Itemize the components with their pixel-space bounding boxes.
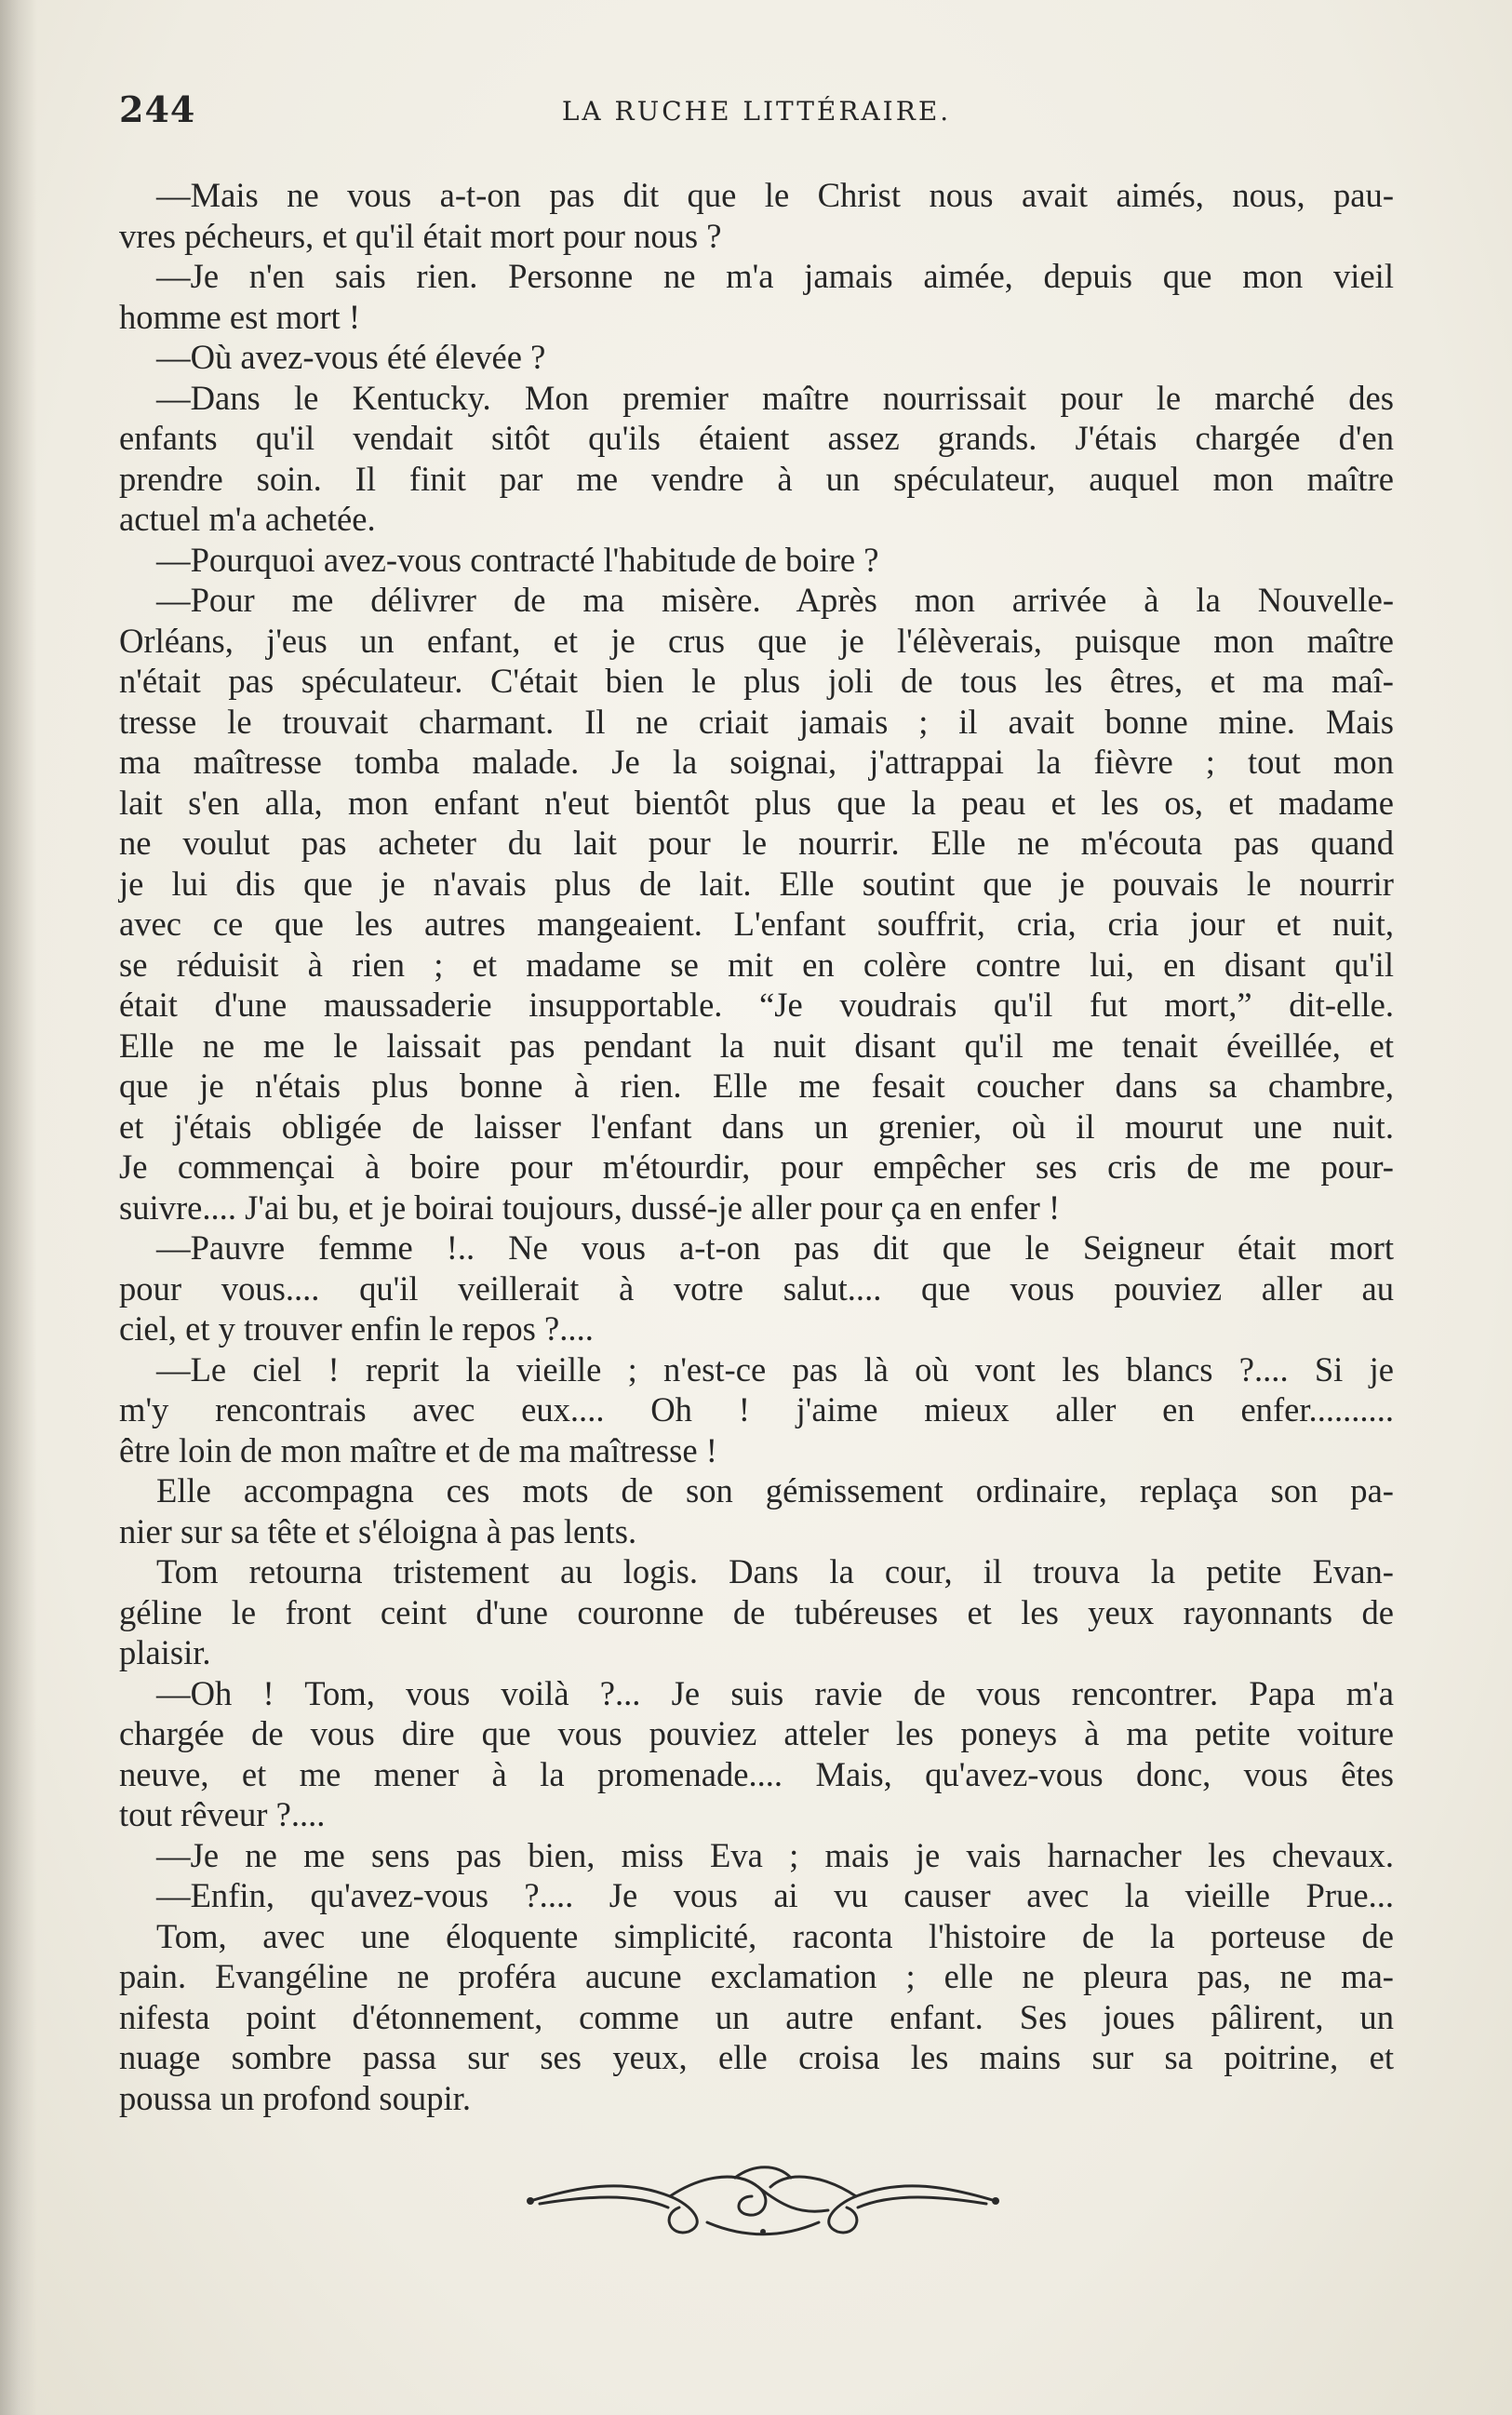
text-line: lait s'en alla, mon enfant n'eut bientôt plus que la peau et les os, et madame bbox=[119, 783, 1394, 822]
text-line: actuel m'a achetée. bbox=[119, 500, 376, 538]
text-line: enfants qu'il vendait sitôt qu'ils étaient assez grands. J'étais chargée d'en bbox=[119, 419, 1394, 457]
text-line: —Pour me délivrer de ma misère. Après mon arrivée à la Nouvelle- bbox=[156, 581, 1394, 619]
text-line: nifesta point d'étonnement, comme un autre enfant. Ses joues pâlirent, un bbox=[119, 1997, 1394, 2036]
text-line: Tom retourna tristement au logis. Dans la cour, il trouva la petite Evan- bbox=[156, 1552, 1394, 1590]
text-line: Orléans, j'eus un enfant, et je crus que je l'élèverais, puisque mon maître bbox=[119, 621, 1394, 660]
text-line: chargée de vous dire que vous pouviez atteler les poneys à ma petite voiture bbox=[119, 1714, 1394, 1752]
text-line: nuage sombre passa sur ses yeux, elle croisa les mains sur sa poitrine, et bbox=[119, 2038, 1394, 2076]
text-line: pour vous.... qu'il veillerait à votre salut.... que vous pouviez aller au bbox=[119, 1268, 1394, 1308]
text-line: plaisir. bbox=[119, 1633, 211, 1671]
text-line: je lui dis que je n'avais plus de lait. Elle soutint que je pouvais le nourrir bbox=[119, 864, 1394, 903]
page-number: 244 bbox=[119, 88, 196, 130]
text-line: tout rêveur ?.... bbox=[119, 1795, 326, 1833]
text-line: se réduisit à rien ; et madame se mit en colère contre lui, en disant qu'il bbox=[119, 945, 1394, 984]
text-line: Je commençai à boire pour m'étourdir, pour empêcher ses cris de me pour- bbox=[119, 1147, 1394, 1186]
running-title: LA RUCHE LITTÉRAIRE. bbox=[561, 96, 952, 127]
text-line: prendre soin. Il finit par me vendre à un spéculateur, auquel mon maître bbox=[119, 459, 1394, 498]
text-line: —Oh ! Tom, vous voilà ?... Je suis ravie de vous rencontrer. Papa m'a bbox=[156, 1673, 1394, 1712]
text-line: tresse le trouvait charmant. Il ne criait jamais ; il avait bonne mine. Mais bbox=[119, 702, 1394, 741]
text-line: pain. Evangéline ne proféra aucune exclamation ; elle ne pleura pas, ne ma- bbox=[119, 1957, 1394, 1995]
text-line: n'était pas spéculateur. C'était bien le plus joli de tous les êtres, et ma maî- bbox=[119, 662, 1394, 700]
text-line: —Le ciel ! reprit la vieille ; n'est-ce pas là où vont les blancs ?.... Si je bbox=[156, 1349, 1394, 1389]
text-line: géline le front ceint d'une couronne de tubéreuses et les yeux rayonnants de bbox=[119, 1592, 1394, 1631]
text-line: m'y rencontrais avec eux.... Oh ! j'aime mieux aller en enfer.......... bbox=[119, 1390, 1394, 1429]
text-line: être loin de mon maître et de ma maîtresse ! bbox=[119, 1430, 717, 1469]
text-line: Elle accompagna ces mots de son gémissement ordinaire, replaça son pa- bbox=[156, 1471, 1394, 1509]
text-line: —Enfin, qu'avez-vous ?.... Je vous ai vu causer avec la vieille Prue... bbox=[156, 1876, 1394, 1914]
page-gutter-shadow bbox=[0, 0, 37, 2415]
text-line: —Pourquoi avez-vous contracté l'habitude de boire ? bbox=[156, 540, 879, 579]
text-line: Tom, avec une éloquente simplicité, raconta l'histoire de la porteuse de bbox=[156, 1916, 1394, 1955]
decorative-flourish-ornament bbox=[521, 2159, 1005, 2243]
text-line: —Dans le Kentucky. Mon premier maître nourrissait pour le marché des bbox=[156, 378, 1394, 417]
text-line: —Où avez-vous été élevée ? bbox=[156, 338, 546, 376]
text-line: et j'étais obligée de laisser l'enfant dans un grenier, où il mourut une nuit. bbox=[119, 1107, 1394, 1146]
text-line: vres pécheurs, et qu'il était mort pour nous ? bbox=[119, 216, 722, 255]
text-line: ciel, et y trouver enfin le repos ?.... bbox=[119, 1309, 594, 1348]
text-line: —Mais ne vous a-t-on pas dit que le Christ nous avait aimés, nous, pau- bbox=[156, 176, 1394, 214]
text-line: neuve, et me mener à la promenade.... Mais, qu'avez-vous donc, vous êtes bbox=[119, 1754, 1394, 1793]
text-line: Elle ne me le laissait pas pendant la nuit disant qu'il me tenait éveillée, et bbox=[119, 1026, 1394, 1065]
text-line: homme est mort ! bbox=[119, 297, 361, 336]
text-line: poussa un profond soupir. bbox=[119, 2078, 471, 2117]
text-line: ne voulut pas acheter du lait pour le nourrir. Elle ne m'écouta pas quand bbox=[119, 824, 1394, 862]
text-line: —Je n'en sais rien. Personne ne m'a jamais aimée, depuis que mon vieil bbox=[156, 257, 1394, 295]
text-line: —Je ne me sens pas bien, miss Eva ; mais je vais harnacher les chevaux. bbox=[156, 1835, 1394, 1874]
body-text bbox=[119, 175, 1394, 2118]
text-line: suivre.... J'ai bu, et je boirai toujours, dussé-je aller pour ça en enfer ! bbox=[119, 1187, 1061, 1227]
page-header bbox=[119, 88, 1394, 144]
text-line: nier sur sa tête et s'éloigna à pas lents. bbox=[119, 1511, 637, 1550]
text-line: —Pauvre femme !.. Ne vous a-t-on pas dit que le Seigneur était mort bbox=[156, 1228, 1394, 1267]
text-line: avec ce que les autres mangeaient. L'enfant souffrit, cria, cria jour et nuit, bbox=[119, 905, 1394, 943]
text-line: ma maîtresse tomba malade. Je la soignai, j'attrappai la fièvre ; tout mon bbox=[119, 743, 1394, 781]
text-line: était d'une maussaderie insupportable. “Je voudrais qu'il fut mort,” dit-elle. bbox=[119, 986, 1394, 1024]
text-line: que je n'étais plus bonne à rien. Elle me fesait coucher dans sa chambre, bbox=[119, 1067, 1394, 1105]
